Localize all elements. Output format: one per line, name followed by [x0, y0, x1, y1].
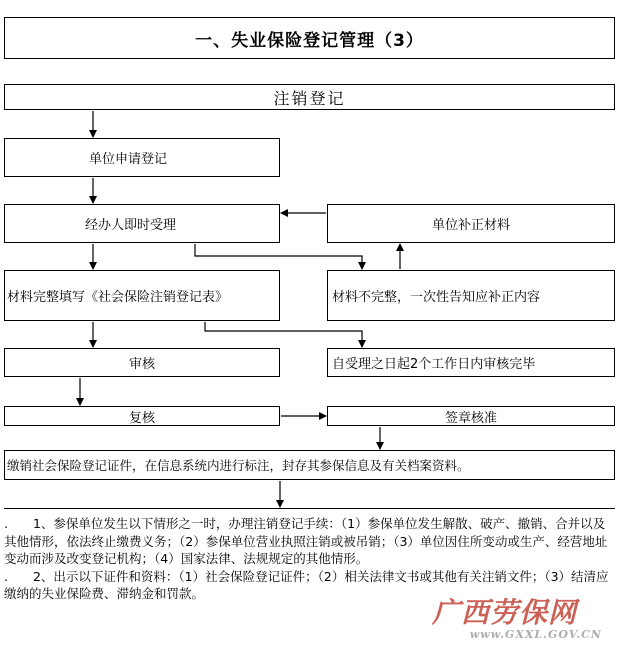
- note-item-2: . 2、出示以下证件和资料：（1）社会保险登记证件；（2）相关法律文书或其他有关注销文件；（3）结清应缴纳的失业保险费、滞纳金和罚款。: [4, 568, 609, 601]
- node-deadline-label: 自受理之日起2个工作日内审核完毕: [332, 357, 536, 372]
- node-cancel-label: 缴销社会保险登记证件，在信息系统内进行标注，封存其参保信息及有关档案资料。: [7, 458, 470, 473]
- node-recheck-label: 复核: [128, 410, 155, 426]
- node-apply-label: 单位申请登记: [89, 152, 168, 167]
- note-item-1: . 1、参保单位发生以下情形之一时，办理注销登记手续：（1）参保单位发生解散、破产、撤销、合并以及其他情形，依法终止缴费义务；（2）参保单位营业执照注销或被吊销；（3）单位因住所变动或生产、经营地址变动而涉及改变登记机构；（4）国家法律、法规规定的其他情形。: [4, 516, 608, 566]
- node-review-label: 审核: [128, 357, 155, 372]
- arrow-accept-to-incomplete: [195, 244, 362, 269]
- node-complete-label: 材料完整填写《社会保险注销登记表》: [7, 290, 229, 305]
- node-supplement-label: 单位补正材料: [431, 218, 510, 233]
- watermark-name: 广西劳保网: [432, 596, 578, 629]
- arrow-complete-to-deadline: [205, 322, 362, 347]
- diagram-title-text: 一、失业保险登记管理（3）: [195, 30, 424, 51]
- node-incomplete-label: 材料不完整，一次性告知应补正内容: [332, 290, 541, 305]
- watermark-url: www.GXXL.GOV.CN: [469, 628, 602, 641]
- site-watermark-logo: [432, 598, 612, 648]
- diagram-subtitle-text: 注销登记: [273, 88, 346, 108]
- node-approve-label: 签章核准: [444, 410, 497, 426]
- node-accept-label: 经办人即时受理: [85, 218, 177, 233]
